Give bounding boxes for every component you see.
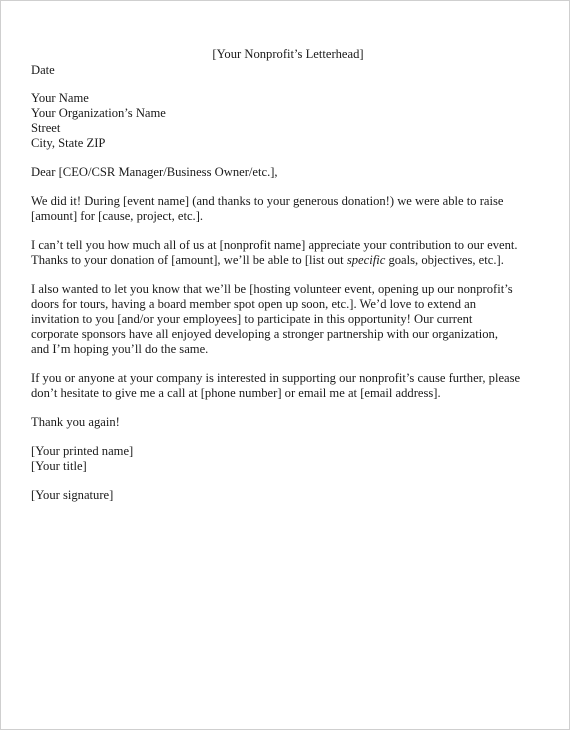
paragraph-line: I can’t tell you how much all of us at [nonprofit name] appreciate your contribution to our event. — [31, 238, 518, 252]
signature-line: [Your signature] — [31, 488, 114, 502]
paragraph-line: doors for tours, having a board member spot open up soon, etc.]. We’d love to extend an — [31, 297, 477, 311]
paragraph-line — [31, 253, 545, 268]
paragraph-contact — [31, 371, 545, 401]
paragraph-line: I also wanted to let you know that we’ll be [hosting volunteer event, opening up our nonprofit’s — [31, 282, 513, 296]
printed-name: [Your printed name] — [31, 444, 134, 458]
sender-name: Your Name — [31, 91, 89, 105]
paragraph-thanks — [31, 194, 545, 224]
paragraph-line: [amount] for [cause, project, etc.]. — [31, 209, 204, 223]
letter-body — [31, 47, 545, 517]
sender-city-state-zip: City, State ZIP — [31, 136, 106, 150]
sender-organization: Your Organization’s Name — [31, 106, 166, 120]
letterhead: [Your Nonprofit’s Letterhead] — [212, 47, 364, 61]
emphasis-text: specific — [346, 253, 386, 267]
paragraph-line: invitation to you [and/or your employees] to participate in this opportunity! Our current — [31, 312, 473, 326]
paragraph-appreciation — [31, 238, 545, 268]
sender-address-block — [31, 91, 545, 151]
paragraph-line: If you or anyone at your company is interested in supporting our nonprofit’s cause further, please — [31, 371, 521, 385]
sender-street: Street — [31, 121, 61, 135]
text-segment: Thanks to your donation of [amount], we’ll be able to [list out — [31, 253, 347, 267]
paragraph-line: don’t hesitate to give me a call at [phone number] or email me at [email address]. — [31, 386, 441, 400]
sender-title: [Your title] — [31, 459, 87, 473]
salutation: Dear [CEO/CSR Manager/Business Owner/etc.], — [31, 165, 278, 179]
date-line: Date — [31, 63, 55, 77]
paragraph-line: corporate sponsors have all enjoyed developing a stronger partnership with our organization, — [31, 327, 499, 341]
paragraph-line: We did it! During [event name] (and thanks to your generous donation!) we were able to raise — [31, 194, 504, 208]
text-segment: goals, objectives, etc.]. — [385, 253, 504, 267]
paragraph-line: and I’m hoping you’ll do the same. — [31, 342, 209, 356]
paragraph-invitation — [31, 282, 545, 357]
signoff-block — [31, 444, 545, 474]
closing-line: Thank you again! — [31, 415, 120, 429]
